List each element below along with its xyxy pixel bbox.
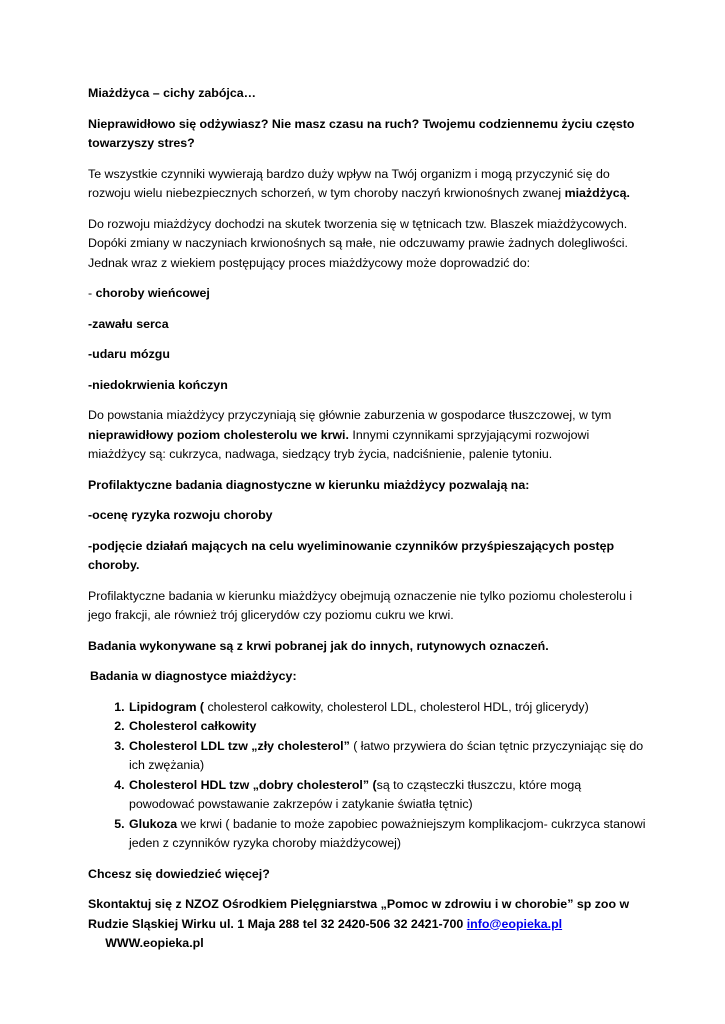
paragraph-tests-scope: Profilaktyczne badania w kierunku miażdżycy obejmują oznaczenie nie tylko poziomu cholesterolu i jego frakcji, ale również trój glicerydów czy poziomu cukru we krwi.	[88, 588, 633, 622]
risk-item: -zawału serca	[88, 316, 169, 331]
blood-note: Badania wykonywane są z krwi pobranej jak do innych, rutynowych oznaczeń.	[88, 638, 549, 653]
paragraph-causes: Do powstania miażdżycy przyczyniają się głównie zaburzenia w gospodarce tłuszczowej, w tym nieprawidłowy poziom cholesterolu we krwi. Innymi czynnikami sprzyjającymi rozwojowi miażdżycy są: cukrzyca, nadwaga, siedzący tryb życia, nadciśnienie, palenie tytoniu.	[88, 408, 612, 461]
prophylaxis-item: -podjęcie działań mających na celu wyeliminowanie czynników przyśpieszających postęp choroby.	[88, 538, 615, 572]
prophylaxis-item: -ocenę ryzyka rozwoju choroby	[88, 508, 273, 522]
paragraph-development: Do rozwoju miażdżycy dochodzi na skutek tworzenia się w tętnicach tzw. Blaszek miażdżycowych. Dopóki zmiany w naczyniach krwionośnych są małe, nie odczuwamy prawie żadnych dolegliwości. Jednak wraz z wiekiem postępujący proces miażdżycowy może doprowadzić do:	[88, 216, 628, 270]
email-link[interactable]: info@eopieka.pl	[466, 916, 563, 931]
list-item: 4. Cholesterol HDL tzw „dobry cholesterol” (są to cząsteczki tłuszczu, które mogą powodować powstawanie zakrzepów i zatykanie światła tętnic)	[128, 776, 648, 815]
website-text: WWW.eopieka.pl	[88, 936, 204, 950]
prophylaxis-heading: Profilaktyczne badania diagnostyczne w kierunku miażdżycy pozwalają na:	[88, 477, 530, 492]
diagnostics-heading: Badania w diagnostyce miażdżycy:	[90, 669, 297, 683]
contact-info: Skontaktuj się z NZOZ Ośrodkiem Pielęgniarstwa „Pomoc w zdrowiu i w chorobie” sp zoo w Rudzie Sląskiej Wirku ul. 1 Maja 288 tel 32 2420-506 32 2421-700 info@eopieka.pl WWW.eopieka.pl	[88, 897, 630, 950]
term-miazdzyca: miażdżycą.	[564, 186, 631, 200]
risk-item: - choroby wieńcowej	[88, 286, 210, 300]
document-title: Miażdżyca – cichy zabójca…	[88, 86, 257, 100]
call-to-action: Chcesz się dowiedzieć więcej?	[88, 866, 270, 881]
document-page	[88, 84, 648, 965]
list-item: 1. Lipidogram ( cholesterol całkowity, cholesterol LDL, cholesterol HDL, trój glicerydy)	[128, 698, 648, 718]
diagnostics-list	[88, 698, 648, 854]
list-item: 2. Cholesterol całkowity	[128, 717, 648, 737]
intro-question: Nieprawidłowo się odżywiasz? Nie masz czasu na ruch? Twojemu codziennemu życiu często towarzyszy stres?	[88, 116, 635, 150]
list-item: 5. Glukoza we krwi ( badanie to może zapobiec poważniejszym komplikacjom- cukrzyca stanowi jeden z czynników ryzyka choroby miażdżycowej)	[128, 815, 648, 854]
paragraph-factors: Te wszystkie czynniki wywierają bardzo duży wpływ na Twój organizm i mogą przyczynić się do rozwoju wielu niebezpiecznych schorzeń, w tym choroby naczyń krwionośnych zwanej miażdżycą.	[88, 166, 631, 200]
risk-item: -udaru mózgu	[88, 347, 170, 361]
list-item: 3. Cholesterol LDL tzw „zły cholesterol” ( łatwo przywiera do ścian tętnic przyczyniając się do ich zwężania)	[128, 737, 648, 776]
risk-item: -niedokrwienia kończyn	[88, 377, 228, 392]
